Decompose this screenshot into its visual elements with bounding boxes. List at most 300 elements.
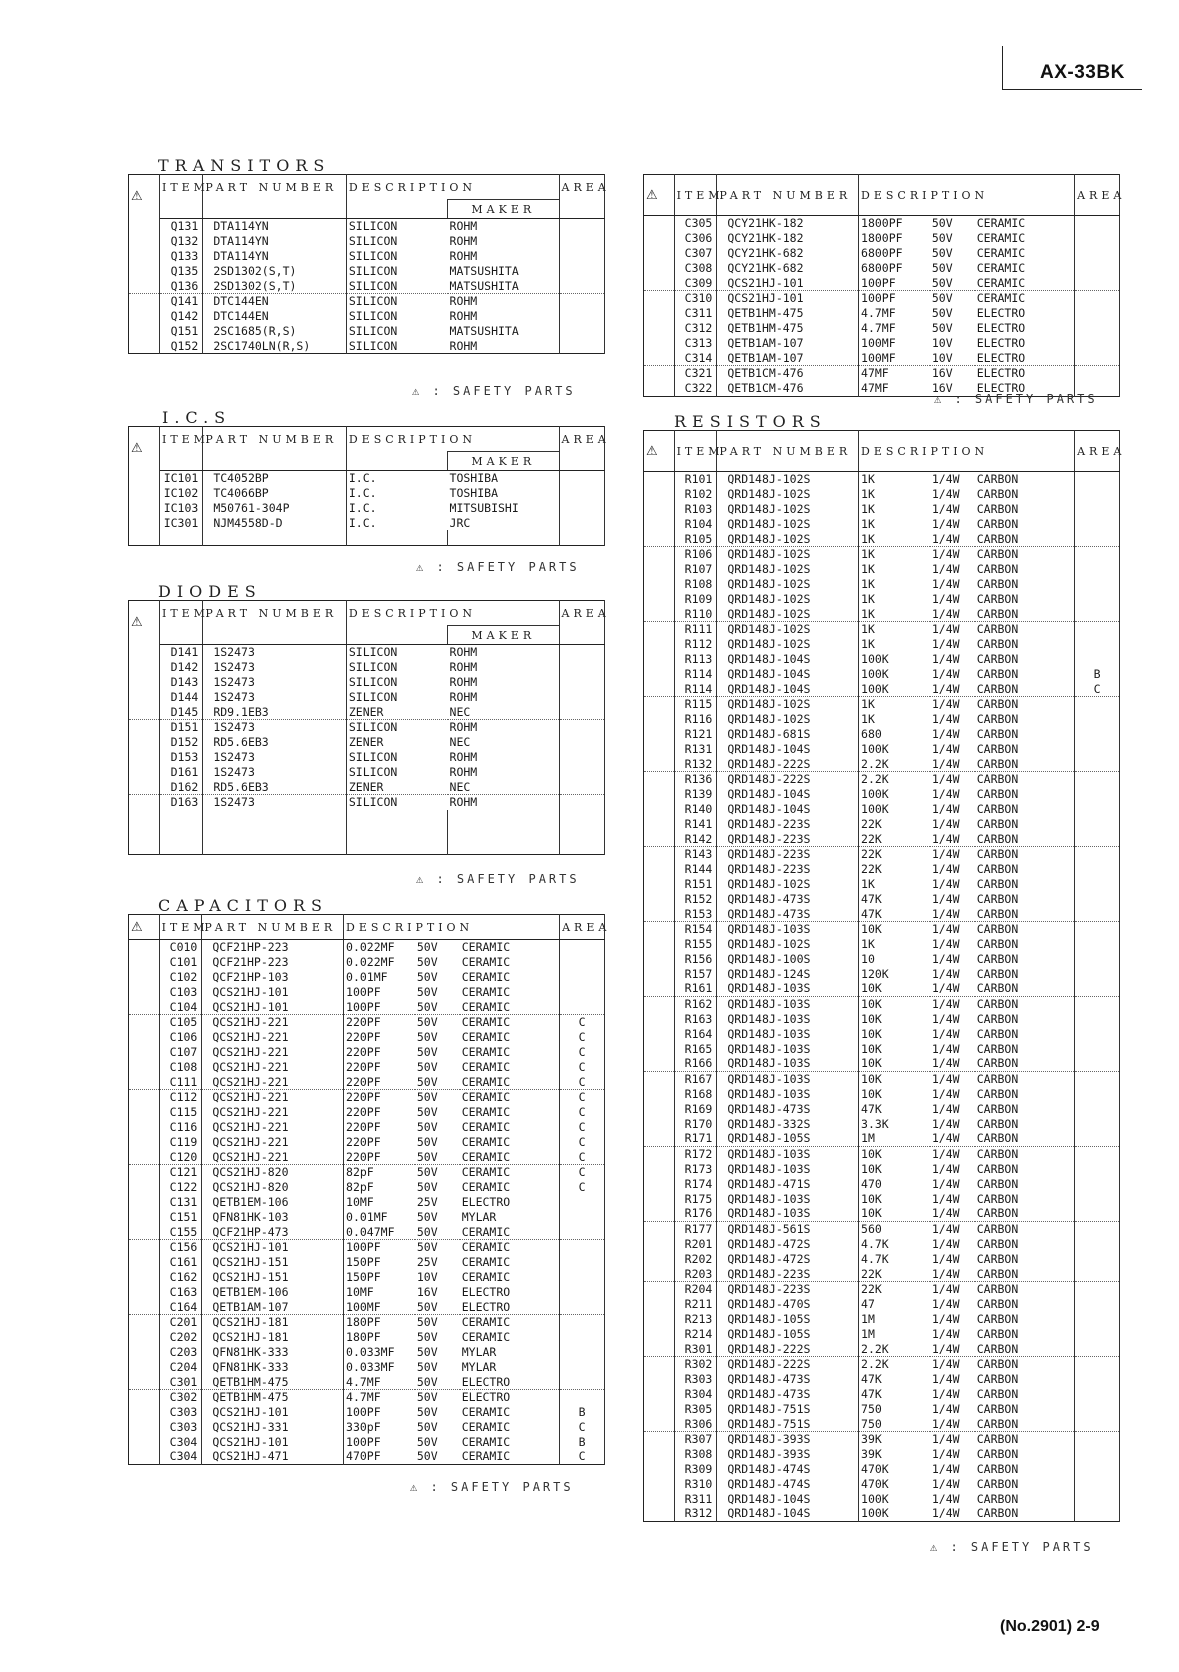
- val-cell: 0.033MF: [346, 1344, 395, 1359]
- val-cell: 0.022MF: [346, 955, 395, 970]
- area-cell: C: [560, 1180, 605, 1195]
- kind-cell: CERAMIC: [460, 1074, 560, 1089]
- item-cell: C119: [159, 1134, 202, 1149]
- val-cell: 100K: [861, 787, 889, 802]
- safety-cell: [644, 756, 675, 771]
- part-cell: QRD148J-104S: [717, 741, 859, 756]
- area-cell: [1075, 921, 1120, 936]
- volt-cell: 1/4W: [931, 1101, 960, 1116]
- table-row: [644, 1326, 1120, 1341]
- area-cell: C: [560, 1164, 605, 1179]
- safety-cell: [129, 984, 160, 999]
- kind-cell: CERAMIC: [460, 1089, 560, 1104]
- item-cell: R105: [674, 531, 717, 546]
- maker-cell: ROHM: [448, 645, 560, 660]
- table-row: [644, 681, 1120, 696]
- safety-cell: [644, 1326, 675, 1341]
- table-row: [644, 502, 1120, 517]
- val-cell: 100K: [861, 1491, 889, 1506]
- volt-cell: 50V: [415, 1224, 460, 1239]
- volt-cell: 16V: [931, 381, 953, 396]
- kind-cell: CERAMIC: [460, 970, 560, 985]
- safety-cell: [644, 787, 675, 802]
- safety-cell: [129, 1105, 160, 1120]
- safety-cell: [129, 1180, 160, 1195]
- volt-cell: 1/4W: [931, 816, 960, 831]
- area-cell: [560, 1270, 605, 1285]
- table-row: [644, 472, 1120, 487]
- kind-cell: CARBON: [975, 1447, 1075, 1462]
- val-cell: 680: [861, 726, 882, 741]
- val-cell: 22K: [861, 816, 882, 831]
- part-cell: QRD148J-471S: [717, 1176, 859, 1191]
- item-cell: D152: [159, 735, 202, 750]
- safety-cell: [644, 216, 675, 231]
- area-cell: [1075, 335, 1120, 350]
- header-rule-vertical: [1002, 46, 1003, 90]
- safety-cell: [644, 1012, 675, 1027]
- table-row: [644, 996, 1120, 1011]
- volt-cell: 50V: [416, 1105, 438, 1120]
- desc-cell: SILICON: [348, 234, 398, 249]
- safety-cell: [129, 779, 160, 794]
- desc-cell: SILICON: [348, 674, 398, 689]
- transistors-table: [128, 174, 610, 354]
- val-cell: 4.7MF: [344, 1374, 415, 1389]
- item-cell: C303: [159, 1405, 202, 1420]
- val-cell: 560: [861, 1222, 882, 1237]
- kind-cell: CARBON: [975, 1462, 1075, 1477]
- part-cell: QRD148J-103S: [717, 1146, 859, 1161]
- volt-cell: 1/4W: [931, 1222, 960, 1237]
- table-row: [129, 675, 605, 690]
- safety-cell: [644, 577, 675, 592]
- safety-cell: [644, 771, 675, 786]
- item-cell: R168: [674, 1087, 717, 1102]
- kind-cell: ELECTRO: [975, 306, 1075, 321]
- area-cell: [559, 704, 604, 719]
- table-row: [644, 741, 1120, 756]
- area-cell: [1075, 696, 1120, 711]
- kind-cell: CERAMIC: [460, 1434, 560, 1449]
- safety-cell: [129, 1224, 160, 1239]
- kind-cell: CERAMIC: [975, 275, 1075, 290]
- val-cell: 22K: [861, 1282, 882, 1297]
- area-cell: [1075, 1221, 1120, 1236]
- table-row: [129, 1345, 605, 1360]
- safety-cell: [129, 1089, 160, 1104]
- volt-cell: 1/4W: [930, 981, 975, 996]
- item-cell: R152: [674, 891, 717, 906]
- kind-cell: CARBON: [975, 562, 1075, 577]
- table-row: [644, 652, 1120, 667]
- volt-cell: 1/4W: [931, 741, 960, 756]
- safety-cell: [644, 652, 675, 667]
- item-cell: R114: [674, 681, 717, 696]
- safety-cell: [129, 675, 160, 690]
- part-cell: QRD148J-223S: [717, 816, 859, 831]
- volt-cell: 50V: [416, 1030, 438, 1045]
- volt-cell: 50V: [416, 1344, 438, 1359]
- item-cell: R111: [674, 621, 717, 636]
- area-cell: [1075, 621, 1120, 636]
- safety-cell: [644, 335, 675, 350]
- item-cell: R177: [674, 1221, 717, 1236]
- item-cell: R202: [674, 1251, 717, 1266]
- safety-cell: [129, 471, 160, 486]
- safety-cell: [644, 1357, 675, 1372]
- safety-cell: [644, 666, 675, 681]
- part-cell: QRD148J-473S: [717, 891, 859, 906]
- safety-cell: [644, 1312, 675, 1327]
- safety-cell: [644, 1221, 675, 1236]
- safety-cell: [129, 1014, 160, 1029]
- volt-cell: 1/4W: [931, 937, 960, 952]
- part-cell: QCS21HJ-221: [202, 1120, 344, 1135]
- safety-cell: [129, 309, 160, 324]
- table-row: [644, 365, 1120, 380]
- part-cell: RD5.6EB3: [203, 735, 347, 750]
- volt-cell: 1/4W: [931, 1012, 960, 1027]
- kind-cell: CERAMIC: [460, 1330, 560, 1345]
- part-cell: RD5.6EB3: [203, 779, 347, 794]
- item-cell: C164: [159, 1299, 202, 1314]
- kind-cell: CERAMIC: [975, 260, 1075, 275]
- area-cell: [1075, 1432, 1120, 1447]
- val-cell: 470: [861, 1176, 882, 1191]
- val-cell: 82pF: [346, 1180, 374, 1195]
- kind-cell: CARBON: [975, 1071, 1075, 1086]
- part-cell: QRD148J-474S: [717, 1462, 859, 1477]
- maker-column-header: MAKER: [448, 200, 560, 219]
- safety-cell: [644, 365, 675, 380]
- val-cell: 750: [861, 1401, 882, 1416]
- kind-cell: CARBON: [975, 666, 1075, 681]
- table-row: [129, 1449, 605, 1464]
- table-row: [644, 591, 1120, 606]
- kind-cell: ELECTRO: [975, 335, 1075, 350]
- volt-cell: 1/4W: [931, 862, 960, 877]
- table-row: [129, 1180, 605, 1195]
- part-cell: QRD148J-105S: [717, 1312, 859, 1327]
- safety-cell: [644, 1416, 675, 1431]
- val-cell: 750: [859, 1416, 930, 1431]
- kind-cell: CARBON: [975, 1401, 1075, 1416]
- empty-cell: [129, 825, 160, 840]
- part-cell: QRD148J-103S: [717, 996, 859, 1011]
- table-row: [644, 1251, 1120, 1266]
- item-cell: R136: [674, 771, 717, 786]
- part-cell: QCF21HP-103: [202, 970, 344, 985]
- area-cell: [1075, 1071, 1120, 1086]
- kind-cell: CARBON: [975, 937, 1075, 952]
- empty-cell: [448, 530, 560, 545]
- volt-cell: 1/4W: [931, 1387, 960, 1401]
- volt-cell: 1/4W: [931, 547, 960, 562]
- warning-triangle-icon: ⚠: [131, 441, 143, 457]
- part-cell: DTA114YN: [203, 249, 347, 264]
- table-row: [644, 1372, 1120, 1387]
- safety-cell: [644, 831, 675, 846]
- table-row: [129, 1089, 605, 1104]
- capacitors-continued-table: [643, 174, 1126, 397]
- val-cell: 180PF: [346, 1315, 381, 1330]
- val-cell: 47K: [859, 906, 930, 921]
- kind-cell: CERAMIC: [460, 984, 560, 999]
- val-cell: 1M: [861, 1326, 875, 1341]
- area-cell: [560, 1239, 605, 1254]
- table-row: [644, 1476, 1120, 1491]
- table-row: [644, 802, 1120, 817]
- item-cell: IC101: [159, 471, 202, 486]
- area-cell: [1075, 771, 1120, 786]
- volt-cell: 10V: [416, 1269, 438, 1284]
- item-cell: R114: [674, 666, 717, 681]
- val-cell: 1K: [861, 547, 875, 562]
- item-cell: R154: [674, 921, 717, 936]
- maker-cell: ROHM: [448, 660, 560, 675]
- val-cell: 10K: [859, 981, 930, 996]
- maker-cell: MATSUSHITA: [448, 263, 560, 278]
- val-cell: 100PF: [346, 1434, 381, 1449]
- val-cell: 3.3K: [861, 1116, 889, 1131]
- val-cell: 100MF: [344, 1299, 415, 1314]
- item-cell: R103: [674, 502, 717, 517]
- val-cell: 0.033MF: [346, 1359, 395, 1374]
- table-row: [644, 621, 1120, 636]
- empty-cell: [203, 825, 347, 840]
- maker-cell: TOSHIBA: [448, 486, 560, 501]
- val-cell: 10K: [861, 1162, 882, 1177]
- table-row: [644, 1401, 1120, 1416]
- safety-cell: [644, 1087, 675, 1102]
- part-cell: QRD148J-473S: [717, 1387, 859, 1402]
- part-cell: QCS21HJ-151: [202, 1270, 344, 1285]
- area-cell: [559, 645, 604, 660]
- area-cell: [1075, 1462, 1120, 1477]
- item-cell: C314: [674, 350, 717, 365]
- kind-cell: CARBON: [975, 816, 1075, 831]
- safety-cell: [644, 546, 675, 561]
- item-cell: C151: [159, 1209, 202, 1224]
- table-row: [644, 1357, 1120, 1372]
- area-cell: [1075, 321, 1120, 336]
- table-row: [129, 234, 605, 249]
- safety-cell: [644, 1237, 675, 1252]
- table-row: [644, 756, 1120, 771]
- safety-cell: [129, 263, 160, 278]
- area-column-header: AREA: [559, 601, 604, 626]
- area-cell: C: [560, 1420, 605, 1435]
- ics-title: I.C.S: [162, 408, 232, 427]
- item-cell: R302: [674, 1357, 717, 1372]
- volt-cell: 1/4W: [930, 831, 975, 846]
- table-row: [129, 689, 605, 704]
- item-cell: R301: [674, 1341, 717, 1356]
- area-cell: [1075, 891, 1120, 906]
- area-cell: [1075, 846, 1120, 861]
- part-cell: QCS21HJ-101: [202, 1239, 344, 1254]
- maker-cell: ROHM: [448, 764, 560, 779]
- volt-cell: 1/4W: [931, 1297, 960, 1312]
- desc-cell: ZENER: [348, 735, 384, 750]
- item-cell: C105: [159, 1014, 202, 1029]
- header-rule-horizontal: [1002, 89, 1142, 90]
- item-cell: R303: [674, 1372, 717, 1387]
- volt-cell: 1/4W: [931, 1447, 960, 1462]
- table-row: [644, 1146, 1120, 1161]
- kind-cell: ELECTRO: [460, 1374, 560, 1389]
- volt-cell: 50V: [931, 306, 953, 321]
- area-cell: [560, 970, 605, 985]
- safety-cell: [129, 794, 160, 809]
- table-row: [129, 1359, 605, 1374]
- item-column-header: ITEM: [674, 431, 717, 472]
- empty-cell: [559, 810, 604, 825]
- part-cell: 1S2473: [203, 689, 347, 704]
- volt-cell: 1/4W: [931, 801, 960, 816]
- kind-cell: CARBON: [975, 621, 1075, 636]
- volt-cell: 50V: [416, 1044, 438, 1059]
- kind-cell: CERAMIC: [460, 1270, 560, 1285]
- safety-cell: [644, 531, 675, 546]
- table-row: [644, 1041, 1120, 1056]
- volt-cell: 1/4W: [931, 787, 960, 802]
- table-row: [644, 606, 1120, 621]
- kind-cell: CARBON: [975, 516, 1075, 531]
- area-cell: [1075, 741, 1120, 756]
- part-cell: QCS21HJ-221: [202, 1149, 344, 1164]
- area-cell: [1075, 1491, 1120, 1506]
- item-cell: R173: [674, 1162, 717, 1177]
- area-cell: [1075, 260, 1120, 275]
- item-cell: C102: [159, 970, 202, 985]
- table-row: [644, 1297, 1120, 1312]
- kind-cell: CERAMIC: [460, 1239, 560, 1254]
- diodes-safety-note: ⚠ : SAFETY PARTS: [416, 872, 580, 886]
- table-row: [644, 275, 1120, 290]
- part-cell: QRD148J-102S: [717, 531, 859, 546]
- table-row: [129, 263, 605, 278]
- val-cell: 220PF: [344, 1074, 415, 1089]
- part-cell: QCS21HJ-101: [202, 984, 344, 999]
- val-cell: 220PF: [346, 1030, 381, 1045]
- item-cell: IC301: [159, 515, 202, 530]
- desc-cell: SILICON: [348, 338, 398, 353]
- empty-cell: [559, 839, 604, 854]
- val-cell: 1K: [861, 591, 875, 606]
- volt-cell: 1/4W: [931, 1432, 960, 1447]
- part-cell: QRD148J-102S: [717, 502, 859, 517]
- val-cell: 100PF: [346, 1405, 381, 1420]
- table-row: [129, 486, 605, 501]
- area-cell: [1075, 231, 1120, 246]
- table-row: [644, 937, 1120, 952]
- item-cell: C155: [159, 1224, 202, 1239]
- item-cell: C309: [674, 275, 717, 290]
- val-cell: 1M: [859, 1131, 930, 1146]
- kind-cell: ELECTRO: [460, 1299, 560, 1314]
- item-cell: Q142: [159, 309, 202, 324]
- volt-cell: 1/4W: [931, 1401, 960, 1416]
- part-cell: QRD148J-105S: [717, 1131, 859, 1146]
- table-row: [129, 1030, 605, 1045]
- kind-cell: CARBON: [975, 1357, 1075, 1372]
- safety-cell: [129, 1299, 160, 1314]
- item-cell: R141: [674, 816, 717, 831]
- part-cell: QRD148J-222S: [717, 1357, 859, 1372]
- safety-cell: [129, 999, 160, 1014]
- safety-cell: [644, 906, 675, 921]
- safety-cell: [644, 996, 675, 1011]
- safety-cell: [644, 712, 675, 727]
- volt-cell: 1/4W: [931, 1116, 960, 1131]
- part-cell: QRD148J-102S: [717, 621, 859, 636]
- part-cell: DTA114YN: [203, 219, 347, 234]
- part-cell: QRD148J-103S: [717, 1206, 859, 1221]
- val-cell: 1K: [859, 531, 930, 546]
- item-cell: R110: [674, 606, 717, 621]
- val-cell: 220PF: [346, 1015, 381, 1030]
- table-row: [129, 1389, 605, 1404]
- area-cell: [1075, 1162, 1120, 1177]
- val-cell: 2.2K: [861, 1357, 889, 1372]
- val-cell: 220PF: [346, 1105, 381, 1120]
- item-cell: C305: [674, 216, 717, 231]
- val-cell: 47K: [861, 1372, 882, 1387]
- empty-cell: [346, 530, 447, 545]
- table-row: [644, 246, 1120, 261]
- description-column-header: DESCRIPTION: [346, 175, 559, 200]
- table-row: [644, 260, 1120, 275]
- item-cell: R116: [674, 712, 717, 727]
- safety-cell: [129, 955, 160, 970]
- part-cell: QRD148J-751S: [717, 1416, 859, 1431]
- safety-cell: [644, 1462, 675, 1477]
- part-cell: QRD148J-473S: [717, 906, 859, 921]
- area-cell: C: [560, 1134, 605, 1149]
- maker-column-header: MAKER: [448, 626, 560, 645]
- table-row: [644, 562, 1120, 577]
- volt-cell: 1/4W: [931, 651, 960, 666]
- table-row: [129, 1299, 605, 1314]
- kind-cell: CERAMIC: [975, 216, 1075, 231]
- part-cell: QRD148J-103S: [717, 1026, 859, 1041]
- kind-cell: MYLAR: [460, 1359, 560, 1374]
- table-row: [644, 877, 1120, 892]
- volt-cell: 50V: [415, 1299, 460, 1314]
- safety-cell: [644, 502, 675, 517]
- part-cell: QRD148J-223S: [717, 846, 859, 861]
- part-cell: QRD148J-103S: [717, 1162, 859, 1177]
- part-cell: QRD148J-104S: [717, 787, 859, 802]
- volt-cell: 1/4W: [930, 756, 975, 771]
- val-cell: 470PF: [346, 1449, 381, 1464]
- val-cell: 100MF: [859, 350, 930, 365]
- kind-cell: CARBON: [975, 1101, 1075, 1116]
- area-cell: [1075, 591, 1120, 606]
- val-cell: 1K: [861, 637, 875, 652]
- item-cell: R153: [674, 906, 717, 921]
- volt-cell: 1/4W: [931, 1461, 960, 1476]
- val-cell: 47MF: [861, 366, 889, 381]
- kind-cell: CERAMIC: [460, 1255, 560, 1270]
- table-row: [644, 321, 1120, 336]
- part-cell: QRD148J-102S: [717, 562, 859, 577]
- val-cell: 1K: [861, 576, 875, 591]
- capacitors-table: [128, 914, 611, 1465]
- spacer-row: [129, 530, 605, 545]
